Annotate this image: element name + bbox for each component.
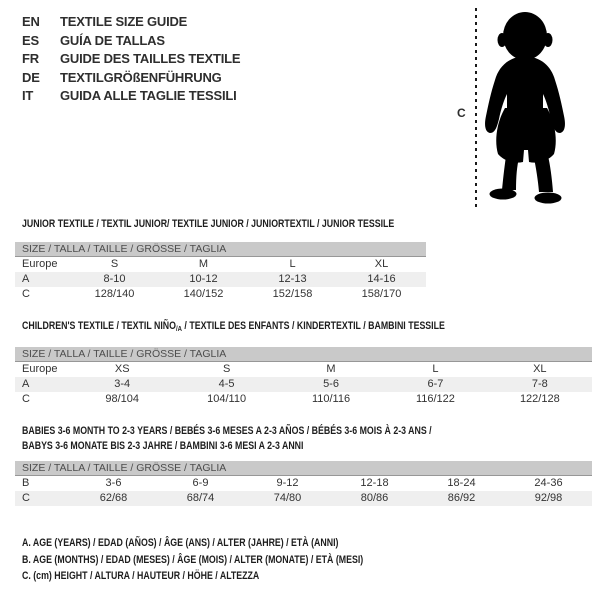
size-cell: 68/74 bbox=[186, 492, 215, 504]
row-label: B bbox=[22, 477, 30, 489]
size-cell: 9-12 bbox=[276, 477, 299, 489]
size-cell: 152/158 bbox=[272, 288, 313, 300]
row-label: A bbox=[22, 273, 30, 285]
size-cell: 92/98 bbox=[534, 492, 563, 504]
footnote-a: A. AGE (YEARS) / EDAD (AÑOS) / ÂGE (ANS) / ALTER (JAHRE) / ETÀ (ANNI) bbox=[22, 537, 339, 549]
size-cell: 10-12 bbox=[189, 273, 218, 285]
table-row bbox=[15, 491, 592, 506]
junior-section-heading: JUNIOR TEXTILE / TEXTIL JUNIOR/ TEXTILE JUNIOR / JUNIORTEXTIL / JUNIOR TESSILE bbox=[22, 218, 395, 230]
children-heading-subscript: /A bbox=[175, 324, 182, 333]
size-cell: 116/122 bbox=[415, 393, 455, 405]
table-row bbox=[15, 272, 426, 287]
size-cell: 12-18 bbox=[360, 477, 389, 489]
row-label: A bbox=[22, 378, 30, 390]
size-cell: 4-5 bbox=[218, 378, 235, 390]
size-cell: M bbox=[198, 258, 209, 270]
lang-code: ES bbox=[22, 32, 39, 48]
size-cell: M bbox=[326, 363, 336, 375]
baby-toddler-silhouette-icon bbox=[482, 8, 576, 206]
table-row bbox=[15, 476, 592, 491]
height-figure bbox=[452, 6, 584, 212]
size-cell: 6-7 bbox=[427, 378, 444, 390]
size-cell: 110/116 bbox=[311, 393, 351, 405]
footnote-c: C. (cm) HEIGHT / ALTURA / HAUTEUR / HÖHE / ALTEZZA bbox=[22, 570, 260, 582]
lang-row-en bbox=[22, 13, 240, 32]
size-cell: L bbox=[289, 258, 296, 270]
size-cell: 80/86 bbox=[360, 492, 389, 504]
footnote-b: B. AGE (MONTHS) / EDAD (MESES) / ÂGE (MOIS) / ALTER (MONATE) / ETÀ (MESI) bbox=[22, 553, 364, 566]
table-row bbox=[15, 377, 592, 392]
children-size-table bbox=[15, 347, 592, 407]
table-row bbox=[15, 362, 592, 377]
table-row bbox=[15, 392, 592, 407]
lang-title: GUIDA ALLE TAGLIE TESSILI bbox=[60, 88, 237, 103]
height-marker-label: C bbox=[457, 106, 466, 120]
size-cell: S bbox=[110, 258, 119, 270]
junior-size-table bbox=[15, 242, 426, 302]
size-cell: 7-8 bbox=[531, 378, 548, 390]
size-cell: 86/92 bbox=[447, 492, 476, 504]
lang-row-es bbox=[22, 32, 240, 51]
row-label: Europe bbox=[22, 258, 58, 270]
size-cell: 158/170 bbox=[361, 288, 402, 300]
children-heading-text: / TEXTILE DES ENFANTS / KINDERTEXTIL / BAMBINI TESSILE bbox=[181, 320, 445, 332]
size-cell: 3-6 bbox=[105, 477, 122, 489]
size-cell: 6-9 bbox=[192, 477, 209, 489]
lang-code: DE bbox=[22, 69, 40, 85]
size-cell: XL bbox=[533, 363, 547, 375]
babies-heading-line2: BABYS 3-6 MONATE BIS 2-3 JAHRE / BAMBINI 3-6 MESI A 2-3 ANNI bbox=[22, 440, 304, 452]
size-cell: 128/140 bbox=[94, 288, 135, 300]
height-dotted-line bbox=[475, 8, 477, 208]
size-cell: 62/68 bbox=[99, 492, 128, 504]
row-label: C bbox=[22, 492, 30, 504]
size-cell: 8-10 bbox=[103, 273, 126, 285]
children-heading-text: CHILDREN'S TEXTILE / TEXTIL NIÑO bbox=[22, 320, 176, 332]
children-section-heading bbox=[22, 319, 445, 336]
size-bar-header: SIZE / TALLA / TAILLE / GRÖSSE / TAGLIA bbox=[15, 242, 426, 257]
footnotes bbox=[22, 535, 363, 585]
size-cell: XL bbox=[374, 258, 389, 270]
babies-heading-line1: BABIES 3-6 MONTH TO 2-3 YEARS / BEBÉS 3-6 MESES A 2-3 AÑOS / BÉBÉS 3-6 MOIS À 2-3 ANS / bbox=[22, 425, 432, 437]
size-cell: 104/110 bbox=[207, 393, 247, 405]
size-bar-header: SIZE / TALLA / TAILLE / GRÖSSE / TAGLIA bbox=[15, 347, 592, 362]
size-cell: 122/128 bbox=[519, 393, 560, 405]
row-label: C bbox=[22, 393, 30, 405]
lang-code: IT bbox=[22, 88, 34, 103]
size-cell: 74/80 bbox=[273, 492, 302, 504]
size-bar-header: SIZE / TALLA / TAILLE / GRÖSSE / TAGLIA bbox=[15, 461, 592, 476]
lang-title: TEXTILE SIZE GUIDE bbox=[60, 14, 188, 29]
size-cell: S bbox=[222, 363, 231, 375]
size-cell: 5-6 bbox=[323, 378, 339, 390]
size-cell: 24-36 bbox=[534, 477, 563, 489]
size-cell: L bbox=[432, 363, 439, 375]
size-cell: 140/152 bbox=[183, 288, 224, 300]
table-row bbox=[15, 287, 426, 302]
row-label: Europe bbox=[22, 363, 58, 375]
size-cell: 3-4 bbox=[114, 378, 131, 390]
size-cell: 14-16 bbox=[367, 273, 396, 285]
lang-title: TEXTILGRÖßENFÜHRUNG bbox=[60, 69, 222, 85]
lang-row-de bbox=[22, 69, 240, 88]
lang-row-it bbox=[22, 87, 240, 106]
language-title-list bbox=[22, 13, 240, 106]
size-cell: XS bbox=[114, 363, 130, 375]
table-row bbox=[15, 257, 426, 272]
lang-title: GUÍA DE TALLAS bbox=[60, 32, 165, 48]
lang-code: EN bbox=[22, 14, 40, 29]
size-cell: 98/104 bbox=[105, 393, 140, 405]
babies-size-table bbox=[15, 461, 592, 506]
lang-row-fr bbox=[22, 50, 240, 69]
size-cell: 18-24 bbox=[447, 477, 476, 489]
size-cell: 12-13 bbox=[278, 273, 307, 285]
babies-section-heading bbox=[22, 424, 432, 454]
lang-code: FR bbox=[22, 51, 39, 66]
row-label: C bbox=[22, 288, 30, 300]
lang-title: GUIDE DES TAILLES TEXTILE bbox=[60, 51, 241, 66]
